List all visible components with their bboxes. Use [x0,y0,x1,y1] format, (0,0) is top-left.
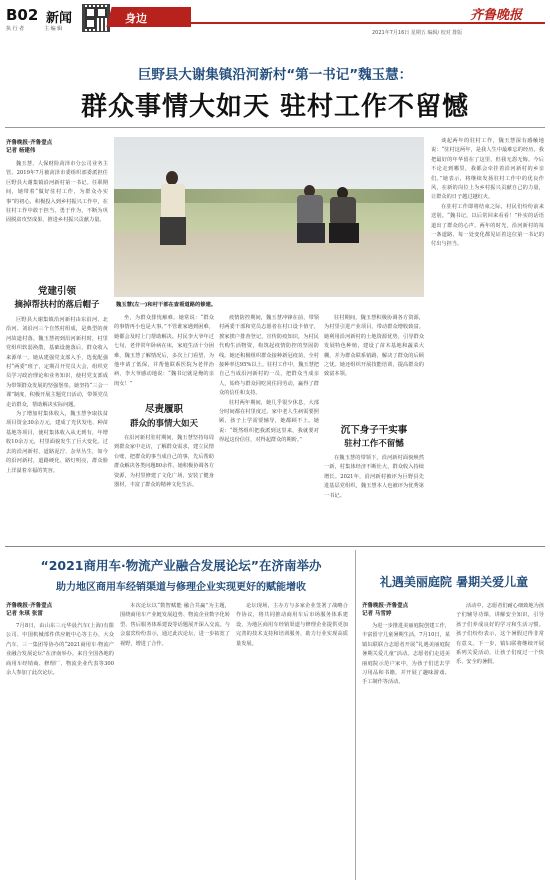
subhead-2b: 群众的事情大如天 [129,419,198,429]
column-2-paragraph: 坐，为群众排忧解难。她常说：“群众的事情再小也是大事。”不管谁家遇到困难，她都会及时上门帮助解决。村民李大爷年过七旬，老伴常年卧病在床，家庭生活十分困难，魏玉慧了解情况后，多次上门看望，为他申请了低保，并帮他联系医院为老伴治病，李大爷感动地说：“魏书记就是俺的亲闺女！” [114,315,214,387]
byline-reporter: 记者 杨建伟 [6,148,36,154]
column-5-paragraph: 谈起两年的驻村工作，魏玉慧深有感触地说：“驻村这两年，是我人生中最难忘的经历。我把最好的年华留在了这里，但我无怨无悔。今后不论走到哪里，我都会牵挂着沿河新村的乡亲们。”她表示，将继续发扬驻村工作中的优良作风，在新的岗位上为乡村振兴贡献自己的力量，让群众的日子越过越红火。 [431,138,544,201]
column-2b-paragraph: 在沿河新村驻村期间，魏玉慧坚持每周到群众家中走访，了解群众需求，建立民情台账，把群众的事当成自己的事，先后帮助群众解决各类问题80余件。她积极协调各方资源，为村里修建了文化广场，安装了健身器材，丰富了群众的精神文化生活。 [114,435,214,489]
column-4b-paragraph: 在魏玉慧的带领下，沿河新村面貌焕然一新，村集体经济不断壮大，群众收入持续增长。2021年，沿河新村被评为巨野县先进基层党组织，魏玉慧本人也被评为优秀第一书记。 [324,455,424,499]
main-photo [114,137,424,297]
intro-text [6,160,108,282]
lower-left-paragraph-2: 本次论坛以“数智赋能 融合共赢”为主题，围绕商用车产业链发展趋势、物流企业数字化转型、售后服务体系建设等话题展开深入交流。与会嘉宾纷纷表示，通过此次论坛，进一步拓宽了视野，增进了合作。 [120,603,230,647]
column-4-paragraph: 驻村期间，魏玉慧积极协调各方资源，为村里引进产业项目，带动群众增收致富。她利用沿河新村的土地资源优势，引导群众发展特色种植，建设了苗木基地和蔬菜大棚，并为群众联系销路，解决了群众的后顾之忧。她还组织开展技能培训，提高群众的致富本领。 [324,315,424,378]
column-2b-text [114,434,214,540]
subhead-1: 党建引领 [37,286,76,297]
column-4b-text [324,454,424,540]
intro-paragraph: 魏玉慧，人保财险菏泽市分公司业务主管。2019年7月被菏泽市委组织部委派担任巨野县大谢集镇沿河新村第一书记。任职期间，她带着“做好驻村工作，为群众办实事”的初心，积极投入到乡村振兴工作中，在驻村工作中敢于担当、勇于作为，不断为巩固脱贫攻坚成果、推进乡村振兴贡献力量。 [6,161,108,224]
column-3-paragraph: 疫情防控期间，魏玉慧冲锋在前，带领村两委干部和党员志愿者在村口设卡值守，挨家挨户排查登记，宣传防疫知识，为村民代购生活物资，构筑起疫情防控的坚固防线。她还积极组织群众接种新冠疫苗，全村接种率达95%以上。驻村工作中，魏玉慧把自己当成沿河新村的一员，把群众当成亲人，始终与群众同吃同住同劳动，赢得了群众的信任和支持。 [219,315,319,397]
lower-left-column-2 [120,602,230,880]
lower-right-column-2 [456,602,544,880]
headline: 群众事情大如天 驻村工作不留憾 [80,92,470,122]
lower-left-paragraph-1: 7月8日，由山东三元华晨汽车(上海)有限公司、中国机械部件供应链中心等主办，大众汽车、三一集团等协办的“2021商用车·物流产业融合发展论坛”在济南举办。来自全国各地的商用车经销商、修理厂、物流企业代表等300余人参加了此次论坛。 [6,623,114,677]
column-1-paragraph-2: 为了增加村集体收入，魏玉慧争取扶贫项目资金30余万元，建成了光伏发电、种苗基地等项目，使村集体收入从无到有，年增收10余万元，村里面貌发生了巨大变化。过去的沿河新村，道路泥泞、杂草丛生，如今的沿河新村，道路硬化、路灯明亮，群众脸上洋溢着幸福的笑容。 [6,411,108,474]
kicker: 巨野县大谢集镇沿河新村“第一书记”魏玉慧： [137,67,413,83]
lower-right-headline: 礼遇美丽庭院 暑期关爱儿童 [379,575,529,589]
proof-label: 主 编 辑 [44,26,63,32]
column-3-text [219,314,319,540]
vertical-divider [355,550,356,880]
lower-left-column-3 [236,602,348,880]
qr-code[interactable] [82,4,110,32]
lower-left-byline-reporter: 记者 朱琪 张雷 [6,611,43,617]
column-1-paragraph: 巨野县大谢集镇沿河新村由东沿河、北沿河、刘沿河三个自然村组成，是典型的黄河故道村落。魏玉慧初到沿河新村时，村里党组织软弱涣散，基础设施落后，群众收入来源单一。她从建强党支部入手，选优配强村“两委”班子，定期召开党员大会，组织党员学习政治理论和业务知识，使村党支部成为带领群众发展的坚强堡垒。她坚持“三会一课”制度，积极开展主题党日活动，带领党员走访群众，帮助解决实际问题。 [6,317,108,408]
byline-outlet: 齐鲁晚报·齐鲁壹点 [6,140,53,146]
column-5-paragraph-2: 在驻村工作即将结束之际，村民们纷纷前来送别。“魏书记，以后常回来看看！”朴实的话语道出了群众的心声。两年的时光，沿河新村的每一条道路、每一处变化都见证着这位第一书记的付出与担当。 [431,203,544,248]
lower-left-subhead: 助力地区商用车经销渠道与修理企业实现更好的赋能增收 [56,582,306,593]
page-number: B02 [6,6,39,24]
lower-right-column-1 [362,622,450,880]
headline-rule [5,127,545,128]
lower-right-byline-outlet: 齐鲁晚报·齐鲁壹点 [362,603,409,609]
column-3-paragraph-2: 驻村两年期间，她几乎很少休息，大部分时间都在村里度过。家中老人生病需要照顾，孩子上学需要辅导，她都顾不上。她说：“既然组织把我派到这里来，我就要对得起这份信任，对得起群众的期盼。” [219,399,319,444]
editor-label: 执 行 者 [6,26,25,32]
subhead-2: 尽责履职 [144,404,183,415]
lower-right-paragraph-2: 活动中，志愿者们耐心细致地为孩子们辅导功课，讲解安全知识，引导孩子们养成良好的学习和生活习惯。孩子们纷纷表示，这个暑假过得非常有意义。下一步，镇妇联将继续开展系列关爱活动，让孩子们度过一个快乐、安全的暑假。 [456,603,544,666]
column-5-text [431,137,544,540]
subhead-1b: 摘掉帮扶村的落后帽子 [14,300,100,310]
date-line: 2021年7月16日 星期五 编辑/ 校对 排版 [372,30,463,36]
lower-right-paragraph-1: 为进一步推进美丽庭院创建工作，丰富留守儿童暑期生活，7月10日，某镇妇联联合志愿者开展“礼遇美丽庭院 暑期关爱儿童”活动。志愿者们走进美丽庭院示范户家中，为孩子们送去学习用品和书籍，并开展了趣味游戏、手工制作等活动。 [362,623,450,686]
section-divider [5,546,545,547]
column-1-text [6,316,108,540]
column-4-text [324,314,424,418]
subhead-3b: 驻村工作不留憾 [344,439,404,449]
lower-left-column-1 [6,622,114,880]
section-tag-label: 身边 [125,12,147,25]
lower-left-headline: “2021商用车·物流产业融合发展论坛”在济南举办 [40,558,322,573]
paper-logo: 齐鲁晚报 [470,8,523,23]
column-2-text [114,314,214,396]
section-name: 新闻 [46,11,73,26]
lower-left-byline-outlet: 齐鲁晚报·齐鲁壹点 [6,603,53,609]
lower-right-byline-reporter: 记者 马雪婷 [362,611,392,617]
section-tag [113,7,191,27]
lower-left-paragraph-3: 论坛现场，主办方与多家企业签署了战略合作协议，将共同推动商用车后市场服务体系建设，为地区商用车经销渠道与修理企业提供更加完善的技术支持和培训服务，助力行业实现高质量发展。 [236,603,348,647]
subhead-3: 沉下身子干实事 [340,425,408,436]
photo-caption: 魏玉慧(左一)和村干部在查看道路的修建。 [116,302,217,308]
